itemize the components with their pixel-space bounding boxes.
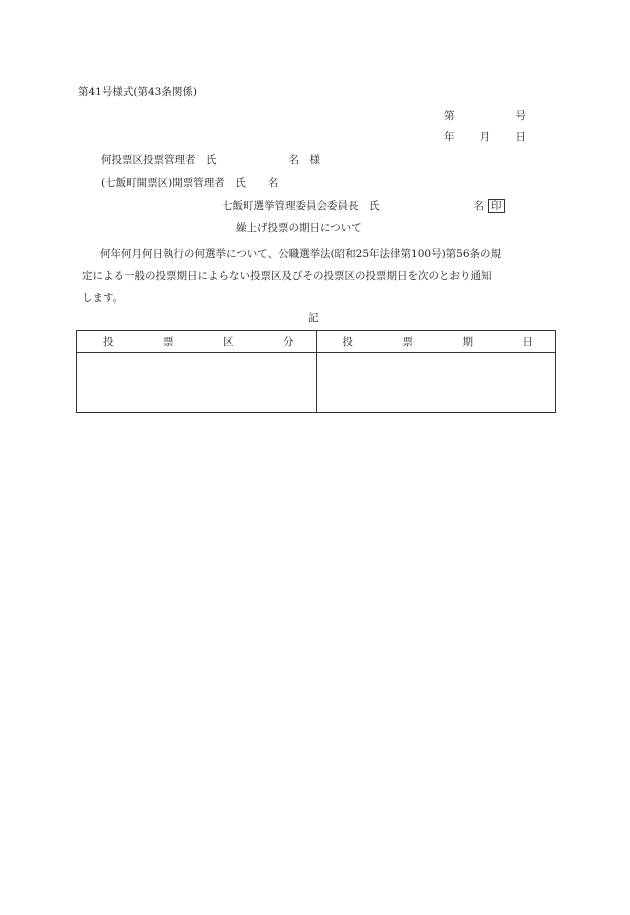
addressee-1-label: 何投票区投票管理者 氏 [101,154,217,166]
header-char: 日 [522,336,533,348]
document-number-line [444,109,526,123]
date-line [444,130,526,144]
body-paragraph [82,243,552,309]
body-line-3: します。 [82,292,124,304]
addressee-line-2 [101,176,278,190]
addressee-2-suffix: 名 [267,177,279,189]
subject-title: 繰上げ投票の期日について [236,222,362,234]
table-header-district [77,331,316,353]
table-cell-district [77,353,316,412]
header-char: 票 [402,336,413,348]
date-year: 年 [444,131,455,143]
header-char: 投 [342,336,353,348]
voting-table [76,330,556,413]
header-char: 票 [163,336,174,348]
number-prefix: 第 [444,110,455,122]
seal-mark: 印 [488,199,505,213]
date-month: 月 [479,131,491,143]
sender-line [222,199,505,213]
form-title: 第41号様式(第43条関係) [78,86,197,98]
header-char: 期 [462,336,473,348]
header-char: 投 [103,336,114,348]
table-column-district [77,331,316,412]
table-column-date [316,331,556,412]
addressee-2-label: (七飯町開票区)開票管理者 氏 [101,177,246,189]
header-char: 区 [223,336,234,348]
header-char: 分 [283,336,294,348]
body-line-1: 何年何月何日執行の何選挙について、公職選挙法(昭和25年法律第100号)第56条の規 [100,248,502,260]
body-line-2: 定による一般の投票期日によらない投票区及びその投票区の投票期日を次のとおり通知 [82,270,492,282]
addressee-1-suffix: 名 様 [288,154,320,166]
ki-heading: 記 [308,312,319,324]
addressee-line-1 [101,153,320,167]
sender-suffix: 名 [473,200,484,212]
number-suffix: 号 [515,110,526,122]
table-header-date [317,331,556,353]
table-cell-date [317,353,556,412]
date-day: 日 [515,131,526,143]
sender-label: 七飯町選挙管理委員会委員長 氏 [222,200,380,212]
